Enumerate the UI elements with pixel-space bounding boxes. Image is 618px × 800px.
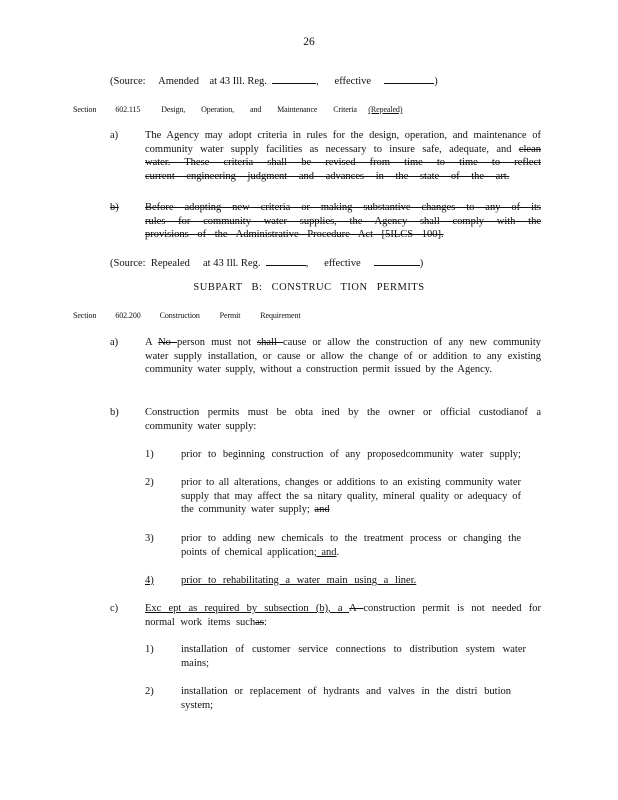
- subsection-label-b: b): [110, 202, 119, 213]
- section-word: Section: [73, 105, 97, 114]
- added-run: Exc ept as required by subsection (b), a: [145, 603, 350, 614]
- subsection-b-text: Construction permits must be obta ined by the owner or official custodianof a community water supply:: [145, 407, 541, 432]
- source-action: Repealed: [150, 258, 190, 269]
- subpart-heading: SUBPART B: CONSTRUC TION PERMITS: [193, 282, 425, 293]
- reg-blank: [266, 255, 306, 266]
- subsection-c-text: [145, 602, 541, 629]
- item-text: installation or replacement of hydrants and valves in the distri bution system;: [181, 686, 511, 711]
- source-effective: effective: [334, 76, 372, 87]
- effective-blank: [374, 255, 420, 266]
- source-reg: at 43 Ill. Reg.: [203, 258, 261, 269]
- item-label: 2): [145, 477, 154, 488]
- source-comma: ,: [305, 258, 309, 269]
- source-prefix: (Source:: [110, 76, 146, 87]
- effective-blank: [384, 73, 434, 84]
- item-text: prior to all alterations, changes or additions to an existing community water supply that may affect the sa nitary quality, mineral quality or adequacy of the community water supply;: [181, 477, 521, 516]
- struck-run: No: [158, 337, 178, 348]
- subsection-label-a: a): [110, 130, 119, 141]
- item-label: 1): [145, 449, 154, 460]
- item-label: 4): [145, 575, 154, 586]
- section-number: 602.200: [115, 311, 141, 320]
- item-added: ; and: [313, 546, 337, 558]
- item-label: 1): [145, 644, 154, 655]
- source-note-amended: [110, 73, 510, 89]
- subsection-label-c: c): [110, 603, 119, 614]
- source-prefix: (Source:: [110, 258, 146, 269]
- subsection-a-struck: clean water. These criteria shall be revised from time to time to reflect current engineering judgment and advances in the state of the art.: [145, 143, 542, 182]
- page-number: 26: [303, 36, 315, 48]
- section-602-200-heading: [73, 309, 373, 323]
- struck-run: shall: [257, 337, 284, 348]
- source-reg: at 43 Ill. Reg.: [209, 76, 267, 87]
- text-run: person must not: [177, 337, 258, 348]
- source-effective: effective: [324, 258, 361, 269]
- item-text-wrap: [181, 532, 521, 559]
- source-suffix: ): [419, 258, 424, 269]
- subsection-label-a: a): [110, 337, 119, 348]
- subsection-b-struck: Before adopting new criteria or making substantive changes to any of its rules for community water supplies, the Agency shall comply with the provisions of the Administrative Procedure Act [5ILCS 100].: [145, 202, 541, 241]
- section-602-115-heading: [73, 103, 453, 117]
- source-suffix: ): [434, 76, 438, 87]
- text-run: :: [263, 616, 267, 628]
- item-text: prior to adding new chemicals to the treatment process or changing the points of chemical application: [181, 533, 521, 558]
- item-struck: and: [314, 504, 330, 516]
- item-label: 2): [145, 686, 154, 697]
- item-text-wrap: [181, 476, 521, 517]
- source-action: Amended: [158, 76, 199, 87]
- item-text: installation of customer service connections to distribution system water mains;: [181, 644, 526, 669]
- source-comma: ,: [316, 76, 319, 87]
- subsection-a-plain: The Agency may adopt criteria in rules for the design, operation, and maintenance of community water supply facilities as necessary to insure safe, adequate, and: [145, 130, 541, 155]
- text-run: construction permit is not needed for normal work items such: [145, 603, 541, 628]
- text-run: cause or allow the construction of any new community water supply installation, or cause or allow the change of or addition to any existing community water supply, without a construction permit issued by the Agency.: [145, 337, 541, 376]
- reg-blank: [272, 73, 316, 84]
- section-title: Construction Permit Requirement: [159, 311, 301, 320]
- section-title: Design, Operation, and Maintenance Criteria: [161, 105, 357, 114]
- section-word: Section: [73, 311, 97, 320]
- source-note-repealed: [110, 255, 510, 271]
- item-text: prior to beginning construction of any proposedcommunity water supply;: [181, 449, 521, 460]
- item-text: prior to rehabilitating a water main using a liner.: [181, 575, 417, 586]
- section-number: 602.115: [115, 105, 141, 114]
- text-run: A: [145, 337, 159, 348]
- item-label: 3): [145, 533, 154, 544]
- item-end: .: [336, 546, 340, 558]
- section-repealed-tag: (Repealed): [368, 105, 403, 114]
- subsection-a-text: [145, 129, 541, 183]
- subsection-label-b: b): [110, 407, 119, 418]
- struck-run: as: [255, 616, 264, 628]
- subsection-a-text: [145, 336, 541, 377]
- struck-run: A: [349, 603, 364, 614]
